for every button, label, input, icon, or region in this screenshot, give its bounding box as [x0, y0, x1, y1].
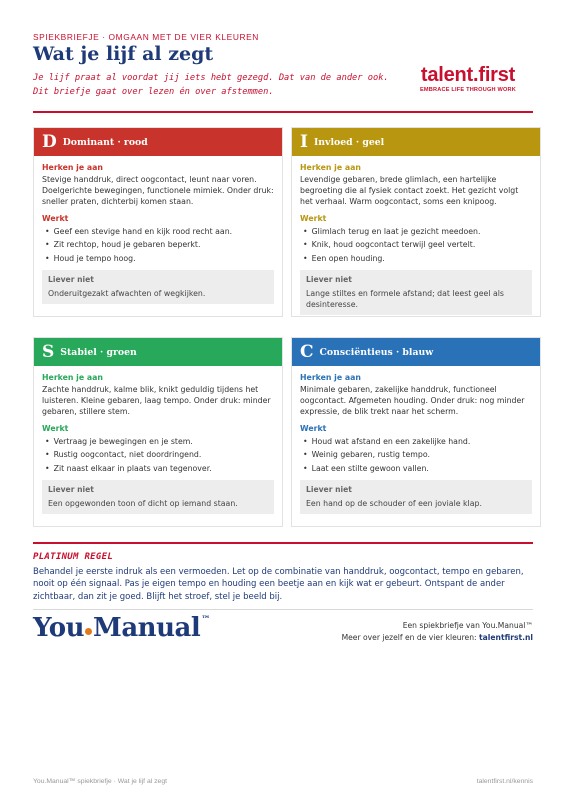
- herken-text: Levendige gebaren, brede glimlach, een hartelijke begroeting die al fysiek contact zoekt. Het gezicht volgt het verhaal. Warm oogcontact, soms een knipoog.: [300, 175, 519, 207]
- platinum-text: Behandel je eerste indruk als een vermoeden. Let op de combinatie van handdruk, oogcontact, tempo en gebaren, nooit op één signaal. Pas je eigen tempo en houding een beetje aan en kijk wat er gebeurt. Ontspant de ander zichtbaar, dan zit je goed. Blijft het stroef, stel je beeld bij.: [33, 567, 524, 602]
- footer-left: You.Manual™ spiekbriefje · Wat je lijf al zegt: [33, 778, 167, 785]
- credits-line: [342, 632, 533, 644]
- card-dominant: [33, 127, 283, 317]
- niet-label: Liever niet: [48, 275, 94, 285]
- list-item: • Houd je tempo hoog.: [42, 252, 274, 266]
- card-letter: S: [42, 342, 55, 362]
- card-letter: I: [300, 132, 308, 152]
- logo-part-you: You: [33, 613, 85, 643]
- card-header: [34, 338, 282, 366]
- card-letter: C: [300, 342, 314, 362]
- herken-label: Herken je aan: [42, 373, 103, 382]
- brand-name: talent.first: [420, 64, 516, 86]
- list-item: • Knik, houd oogcontact terwijl geel vertelt.: [300, 238, 532, 252]
- kicker: SPIEKBRIEFJE · OMGAAN MET DE VIER KLEUREN: [33, 32, 259, 42]
- list-item: • Zit rechtop, houd je gebaren beperkt.: [42, 238, 274, 252]
- werkt-list: [300, 435, 532, 476]
- herken-text: Stevige handdruk, direct oogcontact, leunt naar voren. Doelgerichte bewegingen, functionele mimiek. Onder druk: sneller praten, dichterbij komen staan.: [42, 175, 274, 207]
- card-invloed: [291, 127, 541, 317]
- card-header: [292, 128, 540, 156]
- credits-prefix: Meer over jezelf en de vier kleuren:: [341, 632, 477, 642]
- talent-first-logo: [405, 64, 531, 93]
- werkt-label: Werkt: [300, 423, 327, 433]
- werkt-label: Werkt: [42, 213, 69, 223]
- liever-niet-box: [42, 270, 274, 304]
- logo-part-manual: Manual: [93, 613, 201, 643]
- niet-text: Lange stiltes en formele afstand; dat leest geel als desinteresse.: [306, 289, 504, 310]
- werkt-label: Werkt: [300, 213, 327, 223]
- liever-niet-box: [42, 480, 274, 514]
- liever-niet-box: [300, 270, 532, 315]
- list-item: • Weinig gebaren, rustig tempo.: [300, 448, 532, 462]
- list-item: • Geef een stevige hand en kijk rood recht aan.: [42, 225, 274, 239]
- list-item: • Rustig oogcontact, niet doordringend.: [42, 448, 274, 462]
- niet-text: Een hand op de schouder of een joviale klap.: [306, 499, 482, 509]
- herken-label: Herken je aan: [42, 163, 103, 172]
- footer-divider: [33, 609, 533, 610]
- footer-url[interactable]: talentfirst.nl/kennis: [476, 778, 533, 785]
- credits-line: Een spiekbriefje van You.Manual™: [402, 621, 533, 630]
- herken-label: Herken je aan: [300, 373, 361, 382]
- niet-text: Onderuitgezakt afwachten of wegkijken.: [48, 289, 206, 299]
- werkt-list: [300, 225, 532, 266]
- page-title: Wat je lijf al zegt: [33, 43, 214, 65]
- talentfirst-link[interactable]: talentfirst.nl: [479, 632, 533, 642]
- liever-niet-box: [300, 480, 532, 514]
- list-item: • Houd wat afstand en een zakelijke hand.: [300, 435, 532, 449]
- niet-text: Een opgewonden toon of dicht op iemand staan.: [48, 499, 238, 509]
- list-item: • Glimlach terug en laat je gezicht meedoen.: [300, 225, 532, 239]
- card-header: [34, 128, 282, 156]
- card-name: Dominant · rood: [62, 136, 148, 148]
- werkt-list: [42, 225, 274, 266]
- card-name: Stabiel · groen: [60, 346, 137, 358]
- list-item: • Een open houding.: [300, 252, 532, 266]
- credits: [342, 620, 533, 643]
- werkt-list: [42, 435, 274, 476]
- top-divider: [33, 111, 533, 113]
- niet-label: Liever niet: [306, 485, 352, 495]
- brand-tagline: EMBRACE LIFE THROUGH WORK: [419, 87, 517, 93]
- card-header: [292, 338, 540, 366]
- card-name: Invloed · geel: [313, 136, 385, 148]
- card-name: Consciëntieus · blauw: [319, 346, 434, 358]
- logo-trademark: ™: [201, 615, 210, 625]
- niet-label: Liever niet: [306, 275, 352, 285]
- card-conscientieus: [291, 337, 541, 527]
- herken-text: Minimale gebaren, zakelijke handdruk, functioneel oogcontact. Afgemeten houding. Onder druk: nog minder expressie, de blik trekt naar het scherm.: [300, 385, 525, 417]
- herken-label: Herken je aan: [300, 163, 361, 172]
- niet-label: Liever niet: [48, 485, 94, 495]
- intro-text: Je lijf praat al voordat jij iets hebt gezegd. Dat van de ander ook. Dit briefje gaat over lezen én over afstemmen.: [33, 73, 389, 97]
- you-manual-logo: [33, 613, 210, 643]
- list-item: • Vertraag je bewegingen en je stem.: [42, 435, 274, 449]
- list-item: • Zit naast elkaar in plaats van tegenover.: [42, 462, 274, 476]
- list-item: • Laat een stilte gewoon vallen.: [300, 462, 532, 476]
- werkt-label: Werkt: [42, 423, 69, 433]
- card-stabiel: [33, 337, 283, 527]
- card-letter: D: [42, 132, 57, 152]
- logo-dot-icon: [85, 628, 92, 635]
- platinum-divider: [33, 542, 533, 544]
- herken-text: Zachte handdruk, kalme blik, knikt geduldig tijdens het luisteren. Kleine gebaren, laag tempo. Onder druk: minder gebaren, stillere stem.: [42, 385, 271, 417]
- platinum-title: PLATINUM REGEL: [33, 552, 114, 562]
